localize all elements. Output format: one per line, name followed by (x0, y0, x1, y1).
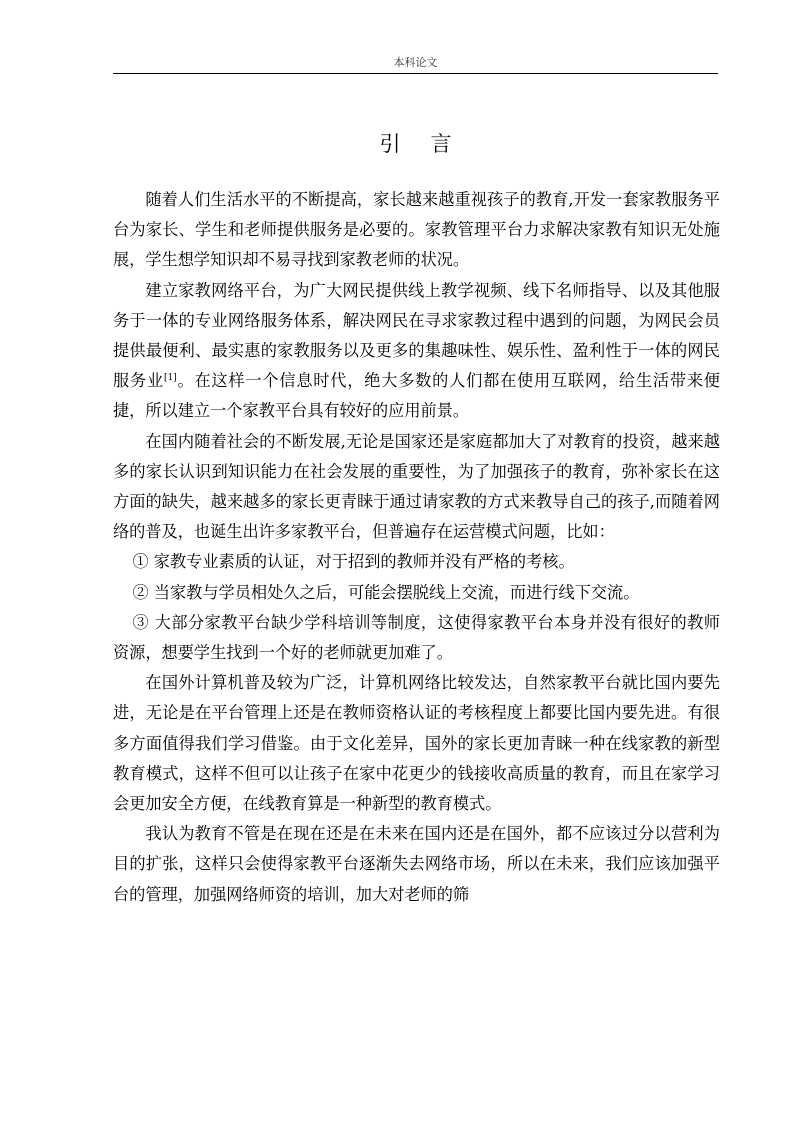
citation-ref: [1] (163, 373, 177, 384)
body-text (113, 185, 720, 910)
title-char-1: 引 (379, 132, 401, 156)
paragraph-2-part-a: 建立家教网络平台，为广大网民提供线上教学视频、线下名师指导、以及其他服务于一体的专业网络服务体系，解决网民在寻求家教过程中遇到的问题，为网民会员提供最便利、最实惠的家教服务以及更多的集趣味性、娱乐性、盈利性于一体的网民服务业 (113, 280, 720, 391)
paragraph-2-part-b: 。在这样一个信息时代，绝大多数的人们都在使用互联网，给生活带来便捷，所以建立一个家教平台具有较好的应用前景。 (113, 371, 720, 421)
header-rule (113, 73, 718, 74)
paragraph-2 (113, 276, 720, 427)
paragraph-4: 在国外计算机普及较为广泛，计算机网络比较发达，自然家教平台就比国内要先进，无论是在平台管理上还是在教师资格认证的考核程度上都要比国内要先进。有很多方面值得我们学习借鉴。由于文化差异，国外的家长更加青睐一种在线家教的新型教育模式，这样不但可以让孩子在家中花更少的钱接收高质量的教育，而且在家学习会更加安全方便，在线教育算是一种新型的教育模式。 (113, 673, 720, 814)
title-char-2: 言 (430, 132, 452, 156)
section-title (113, 128, 718, 158)
paragraph-3: 在国内随着社会的不断发展,无论是国家还是家庭都加大了对教育的投资，越来越多的家长认识到知识能力在社会发展的重要性，为了加强孩子的教育，弥补家长在这方面的缺失，越来越多的家长更青睐于通过请家教的方式来教导自己的孩子,而随着网络的普及，也诞生出许多家教平台，但普遍存在运营模式问题，比如： (113, 431, 720, 542)
paragraph-5: 我认为教育不管是在现在还是在未来在国内还是在国外，都不应该过分以营利为目的扩张，这样只会使得家教平台逐渐失去网络市场，所以在未来，我们应该加强平台的管理，加强网络师资的培训，加大对老师的筛 (113, 824, 720, 904)
running-header: 本科论文 (393, 56, 438, 69)
list-item-3: ③ 大部分家教平台缺少学科培训等制度，这使得家教平台本身并没有很好的教师资源，想要学生找到一个好的老师就更加难了。 (113, 612, 720, 663)
list-item-2: ② 当家教与学员相处久之后，可能会摆脱线上交流，而进行线下交流。 (132, 582, 640, 602)
paragraph-1: 随着人们生活水平的不断提高，家长越来越重视孩子的教育,开发一套家教服务平台为家长、学生和老师提供服务是必要的。家教管理平台力求解决家教有知识无处施展，学生想学知识却不易寻找到家教老师的状况。 (113, 190, 720, 270)
list-item-1: ① 家教专业素质的认证，对于招到的教师并没有严格的考核。 (132, 552, 575, 572)
